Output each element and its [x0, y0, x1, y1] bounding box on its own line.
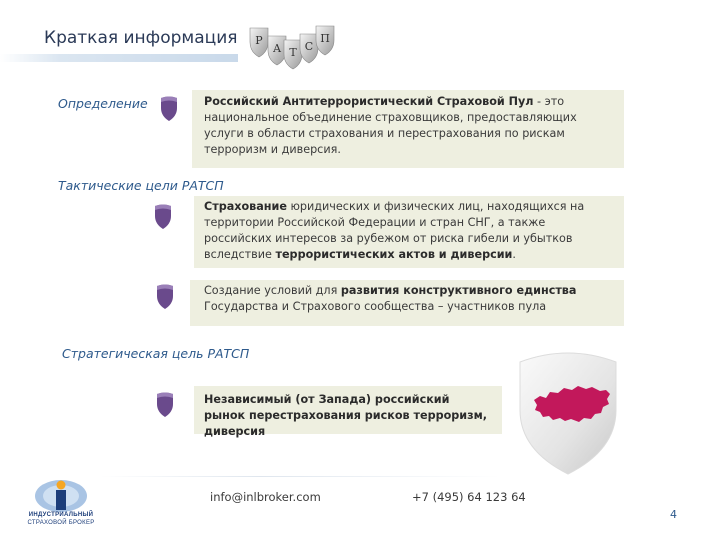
definition-bold-text: Российский Антитеррористический Страховой Пул	[204, 95, 534, 108]
tactical-goals-label: Тактические цели РАТСП	[58, 178, 224, 193]
definition-label: Определение	[58, 96, 148, 111]
goal1-bold-2: террористических актов и диверсии	[275, 248, 513, 261]
goal2-text-1: Создание условий для	[204, 284, 341, 297]
definition-text: - это национальное объединение страховщиков, предоставляющих услуги в области страхования и перестрахования по рискам терроризм и диверсия.	[204, 95, 577, 156]
goal2-bold: развития конструктивного единства	[340, 284, 577, 297]
goal1-bold-1: Страхование	[204, 200, 287, 213]
shield-marker-icon	[152, 202, 174, 232]
tactical-goal-2-box	[190, 280, 624, 326]
shield-marker-icon	[154, 282, 176, 312]
footer-divider	[100, 476, 500, 477]
strategic-goal-box: Независимый (от Запада) российский рынок перестрахования рисков терроризм, диверсия	[194, 386, 502, 434]
tactical-goal-1-box	[194, 196, 624, 268]
strategic-goal-label: Стратегическая цель РАТСП	[62, 346, 250, 361]
title-underline	[0, 54, 238, 62]
logo-letter-t: Т	[289, 46, 297, 59]
shield-marker-icon	[154, 390, 176, 420]
definition-box	[192, 90, 624, 168]
goal2-text-2: Государства и Страхового сообщества – участников пула	[204, 300, 547, 313]
logo-letter-s: С	[304, 40, 314, 53]
goal1-text-2: .	[512, 248, 516, 261]
page-number: 4	[670, 508, 677, 521]
footer-phone: +7 (495) 64 123 64	[412, 490, 526, 504]
footer-email[interactable]: info@inlbroker.com	[210, 490, 321, 504]
brand-line-2: СТРАХОВОЙ БРОКЕР	[27, 520, 95, 526]
ratsp-shields-logo	[244, 20, 339, 75]
goal1-text-1: юридических и физических лиц, находящихся на территории Российской Федерации и стран СНГ, а также российских интересов за рубежом от риска гибели и убытков вследствие	[204, 200, 585, 261]
logo-letter-a: А	[272, 42, 282, 55]
logo-letter-p: П	[320, 32, 330, 45]
brand-line-1: ИНДУСТРИАЛЬНЫЙ	[28, 512, 94, 518]
logo-letter-r: Р	[255, 34, 263, 47]
shield-marker-icon	[158, 94, 180, 124]
page-title: Краткая информация	[44, 28, 238, 48]
russia-map-shield-icon	[512, 348, 624, 478]
